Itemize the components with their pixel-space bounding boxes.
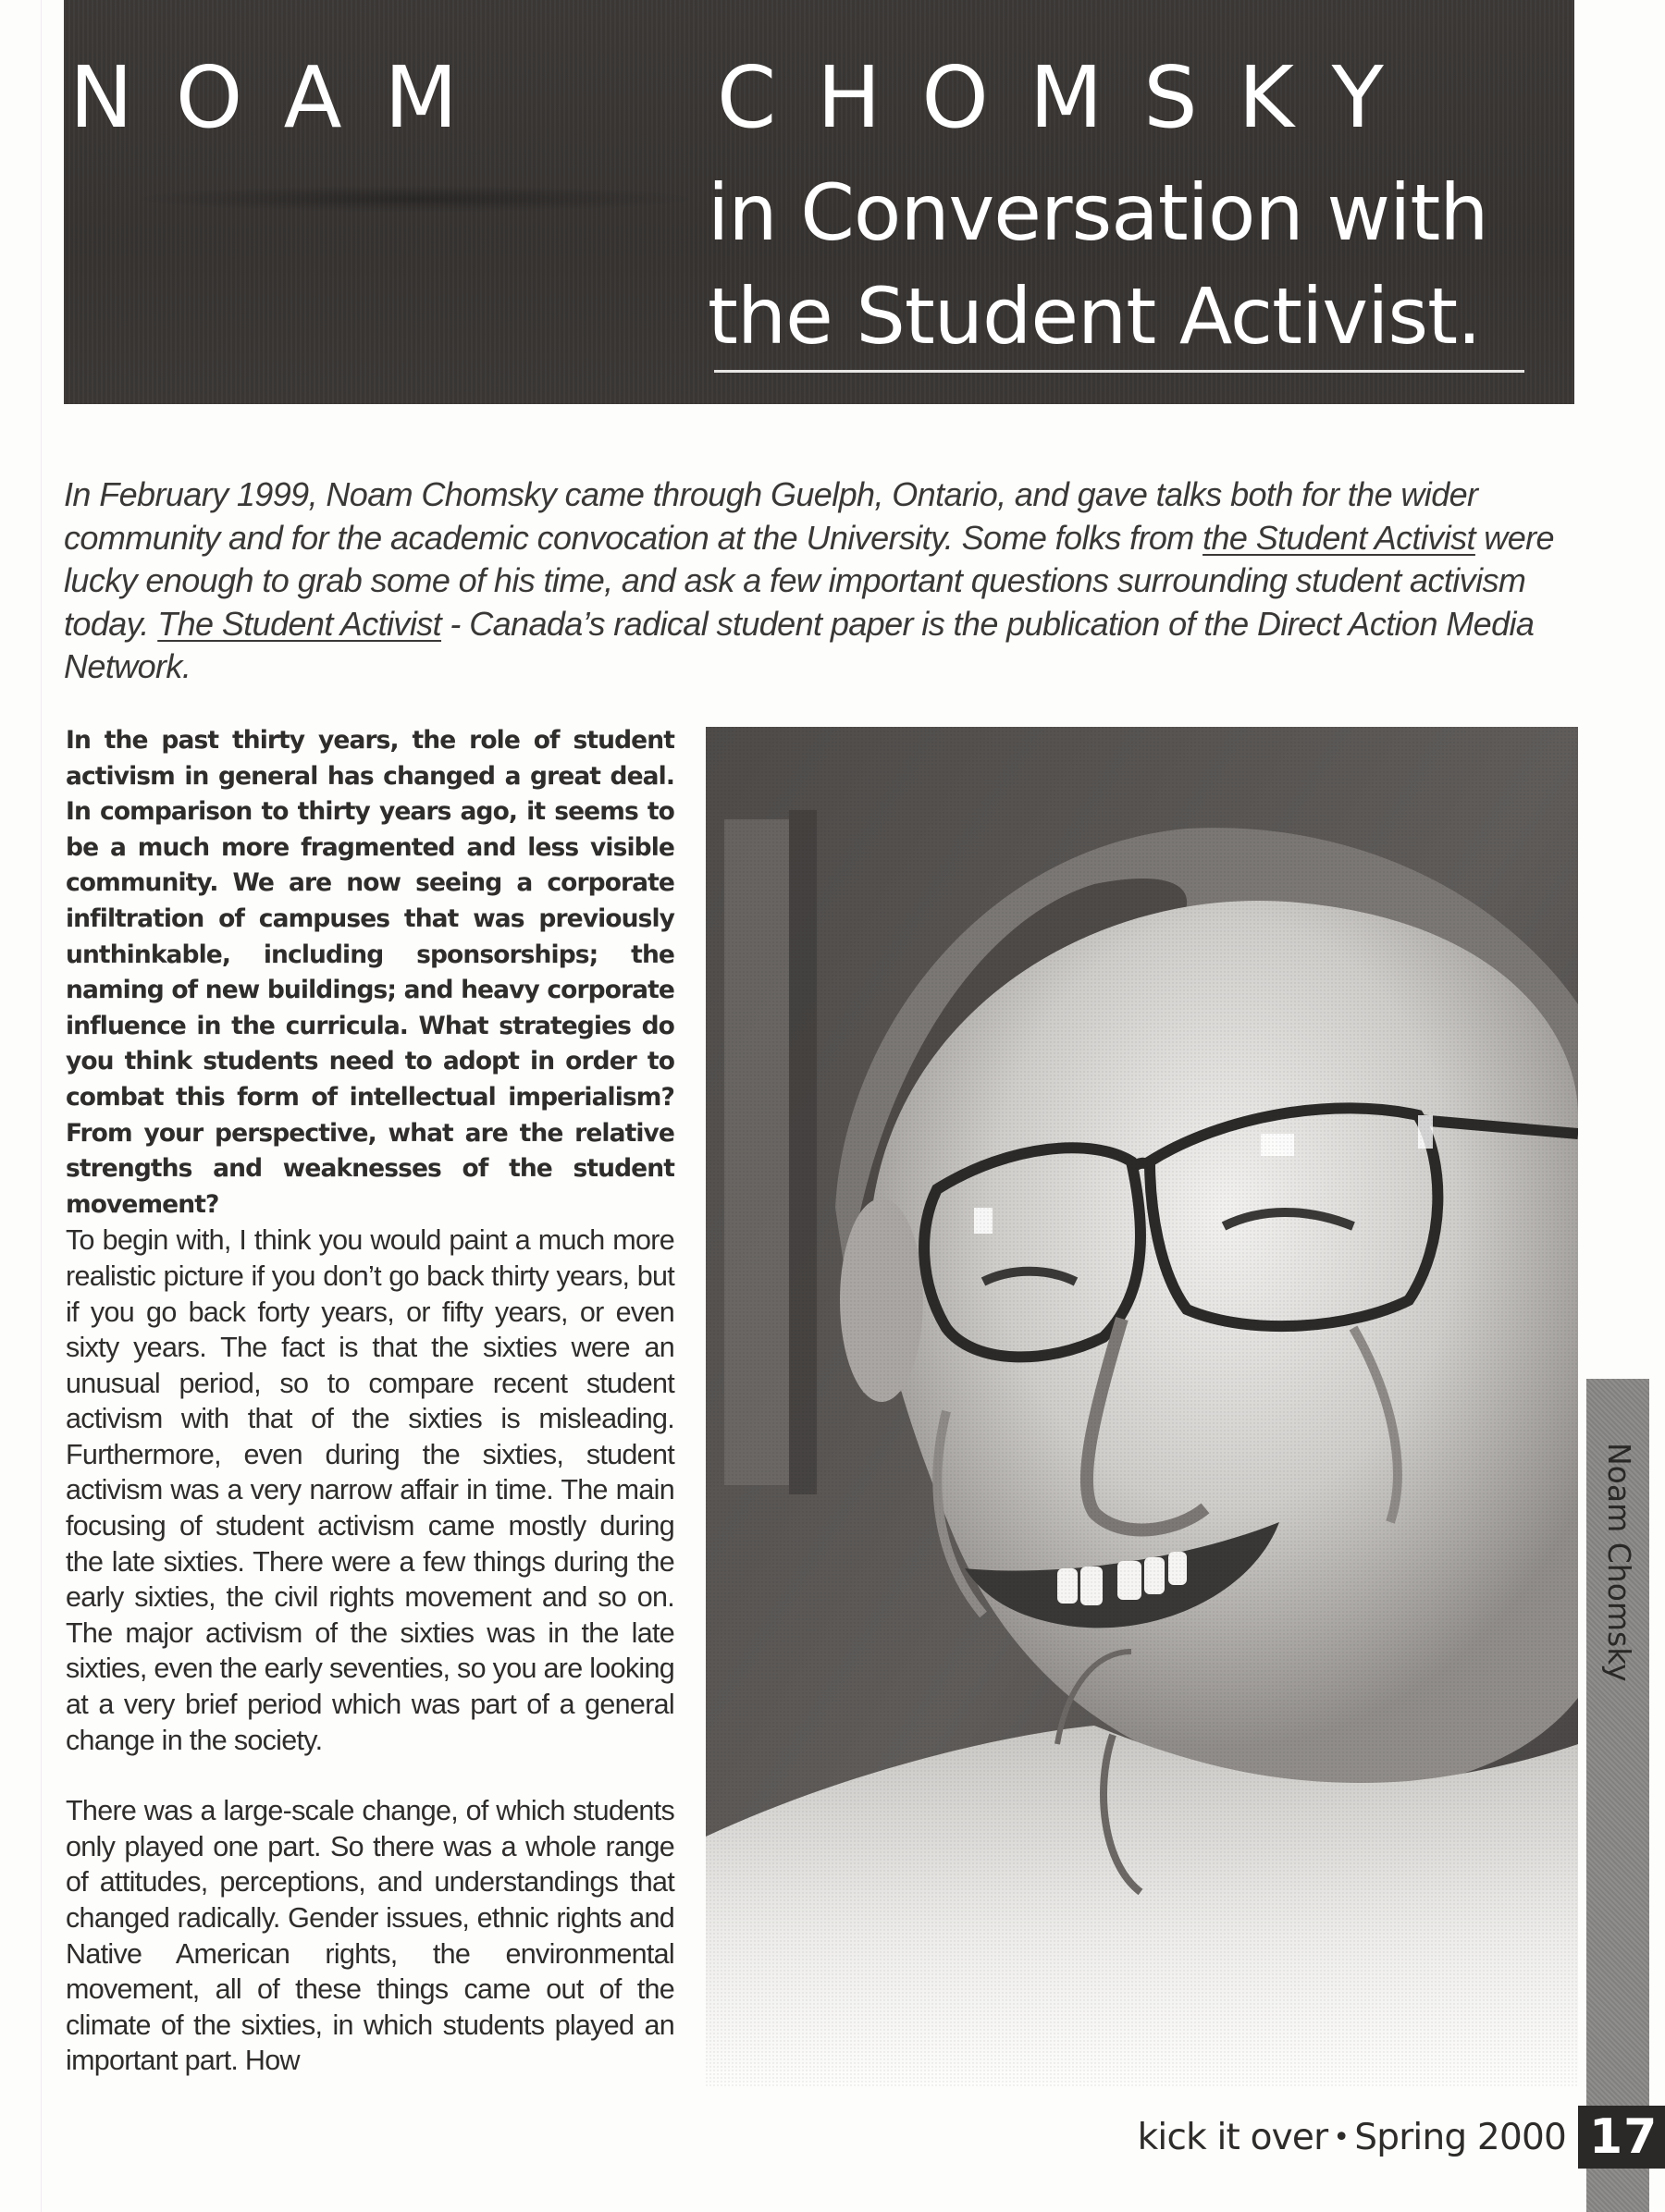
portrait-photo (706, 727, 1578, 2086)
intro-segment: In February 1999, Noam Chomsky came through Guelph, Ontario, and gave talks both for the wider community and for the academic convocation at the University. Some folks from (64, 475, 1478, 557)
intro-publication-link: The Student Activist (157, 604, 442, 643)
bullet-separator-icon: • (1333, 2121, 1350, 2154)
page-number: 17 (1578, 2106, 1665, 2169)
subtitle-line-2: the Student Activist. (708, 271, 1481, 362)
article-column (66, 723, 674, 2079)
side-tab-label: Noam Chomsky (1601, 1443, 1637, 1682)
interview-answer-paragraph: To begin with, I think you would paint a much more realistic picture if you don’t go back thirty years, but if you go back forty years, or fifty years, or even sixty years. The fact is that the sixties were an unusual period, so to compare recent student activism with that of the sixties is misleading. Furthermore, even during the sixties, student activism was a very narrow affair in time. The main focusing of student activism came mostly during the late sixties. There were a few things during the early sixties, the civil rights movement and so on. The major activism of the sixties was in the late sixties, even the early seventies, so you are looking at a very brief period which was part of a general change in the society. (66, 1224, 674, 1756)
subtitle-line-1: in Conversation with (708, 167, 1488, 258)
portrait-image (706, 727, 1578, 2086)
intro-segment: - Canada’s radical student paper is the publication of the Direct Action Media Network. (64, 604, 1535, 685)
intro-publication-link: the Student Activist (1202, 518, 1475, 557)
interview-answer-paragraph: There was a large-scale change, of which students only played one part. So there was a whole range of attitudes, perceptions, and understandings that changed radically. Gender issues, ethnic rights and Native American rights, the environmental movement, all of these things came out of the climate of the sixties, in which students played an important part. How (66, 1795, 674, 2077)
article-title (64, 48, 1574, 147)
subtitle-underline (714, 370, 1524, 373)
banner-texture (129, 185, 702, 213)
page-footer (1138, 2112, 1566, 2164)
issue-date: Spring 2000 (1354, 2117, 1566, 2158)
page-edge (41, 0, 42, 2212)
title-first-name: NOAM (69, 48, 500, 147)
title-last-name: CHOMSKY (717, 48, 1424, 147)
interview-question: In the past thirty years, the role of student activism in general has changed a great deal. In comparison to thirty years ago, it seems to be a much more fragmented and less visible community. We are now seeing a corporate infiltration of campuses that was previously unthinkable, including sponsorships; the naming of new buildings; and heavy corporate influence in the curricula. What strategies do you think students need to adopt in order to combat this form of intellectual imperialism? From your perspective, what are the relative strengths and weaknesses of the student movement? (66, 726, 674, 1219)
publication-name: kick it over (1137, 2117, 1328, 2158)
intro-paragraph (64, 473, 1590, 689)
intro-segment: were lucky enough to grab some of his time, and ask a few important questions surrounding student activism today. (64, 518, 1554, 643)
